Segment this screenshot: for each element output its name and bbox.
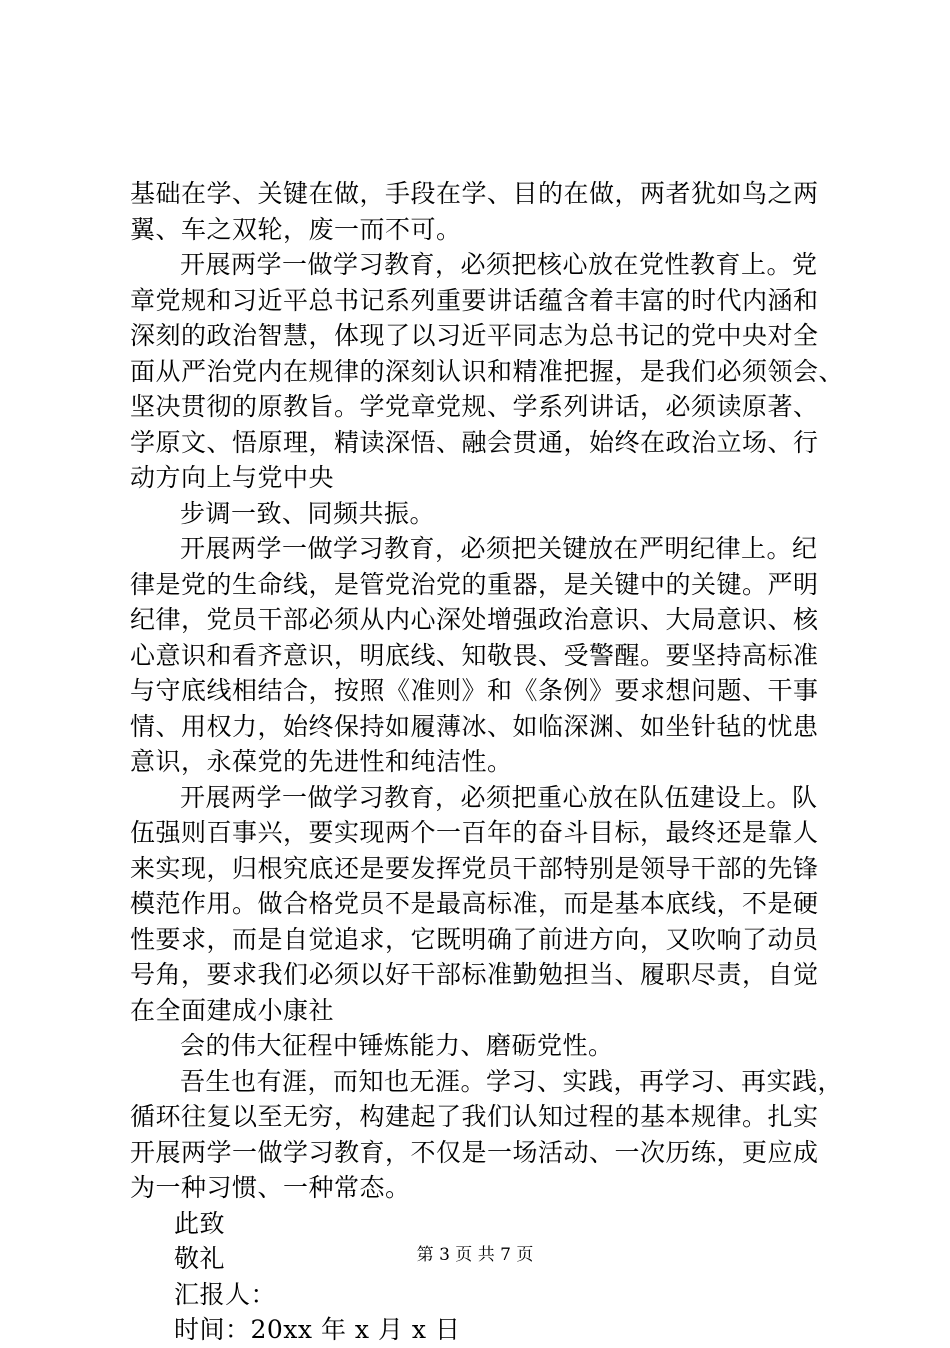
text-line: 为一种习惯、一种常态。 xyxy=(130,1173,411,1202)
document-body xyxy=(130,176,845,1348)
paragraph-first-line: 会的伟大征程中锤炼能力、磨砺党性。 xyxy=(180,1031,614,1060)
text-line: 坚决贯彻的原教旨。学党章党规、学系列讲话，必须读原著、 xyxy=(130,392,819,421)
text-line: 学原文、悟原理，精读深悟、融会贯通，始终在政治立场、行 xyxy=(130,427,819,457)
paragraph-first-line: 步调一致、同频共振。 xyxy=(180,498,436,528)
closing-salute: 敬礼 xyxy=(174,1244,226,1273)
text-line: 深刻的政治智慧，体现了以习近平同志为总书记的党中央对全 xyxy=(130,321,819,350)
paragraph-first-line: 开展两学一做学习教育，必须把核心放在党性教育上。党 xyxy=(180,250,818,279)
text-line: 基础在学、关键在做，手段在学、目的在做，两者犹如鸟之两 xyxy=(130,179,819,208)
text-line: 在全面建成小康社 xyxy=(130,995,335,1025)
text-line: 与守底线相结合，按照《准则》和《条例》要求想问题、干事 xyxy=(130,676,819,705)
page-number: 第 3 页 共 7 页 xyxy=(416,1245,534,1265)
text-line: 来实现，归根究底还是要发挥党员干部特别是领导干部的先锋 xyxy=(130,853,819,883)
text-line: 动方向上与党中央 xyxy=(130,463,335,492)
text-line: 循环往复以至无穷，构建起了我们认知过程的基本规律。扎实 xyxy=(130,1102,819,1131)
text-line: 开展两学一做学习教育，不仅是一场活动、一次历练，更应成 xyxy=(130,1137,819,1167)
closing-salute: 此致 xyxy=(174,1208,226,1238)
paragraph-first-line: 开展两学一做学习教育，必须把关键放在严明纪律上。纪 xyxy=(180,534,818,563)
paragraph-first-line: 开展两学一做学习教育，必须把重心放在队伍建设上。队 xyxy=(180,782,818,812)
reporter-label: 汇报人： xyxy=(174,1279,277,1309)
text-line: 律是党的生命线，是管党治党的重器，是关键中的关键。严明 xyxy=(130,569,819,599)
text-line: 章党规和习近平总书记系列重要讲话蕴含着丰富的时代内涵和 xyxy=(130,285,819,315)
text-line: 面从严治党内在规律的深刻认识和精准把握，是我们必须领会、 xyxy=(130,356,845,386)
text-line: 翼、车之双轮，废一而不可。 xyxy=(130,214,462,244)
report-date: 时间：20xx 年 x 月 x 日 xyxy=(174,1315,461,1344)
text-line: 意识，永葆党的先进性和纯洁性。 xyxy=(130,747,513,776)
paragraph-first-line: 吾生也有涯，而知也无涯。学习、实践，再学习、再实践， xyxy=(180,1066,844,1096)
text-line: 性要求，而是自觉追求，它既明确了前进方向，又吹响了动员 xyxy=(130,924,819,954)
text-line: 心意识和看齐意识，明底线、知敬畏、受警醒。要坚持高标准 xyxy=(130,640,819,670)
page-footer xyxy=(0,1240,950,1265)
text-line: 模范作用。做合格党员不是最高标准，而是基本底线，不是硬 xyxy=(130,889,819,918)
text-line: 情、用权力，始终保持如履薄冰、如临深渊、如坐针毡的忧患 xyxy=(130,711,819,741)
text-line: 号角，要求我们必须以好干部标准勤勉担当、履职尽责，自觉 xyxy=(130,960,819,989)
text-line: 纪律，党员干部必须从内心深处增强政治意识、大局意识、核 xyxy=(130,605,819,634)
text-line: 伍强则百事兴，要实现两个一百年的奋斗目标，最终还是靠人 xyxy=(130,818,819,847)
